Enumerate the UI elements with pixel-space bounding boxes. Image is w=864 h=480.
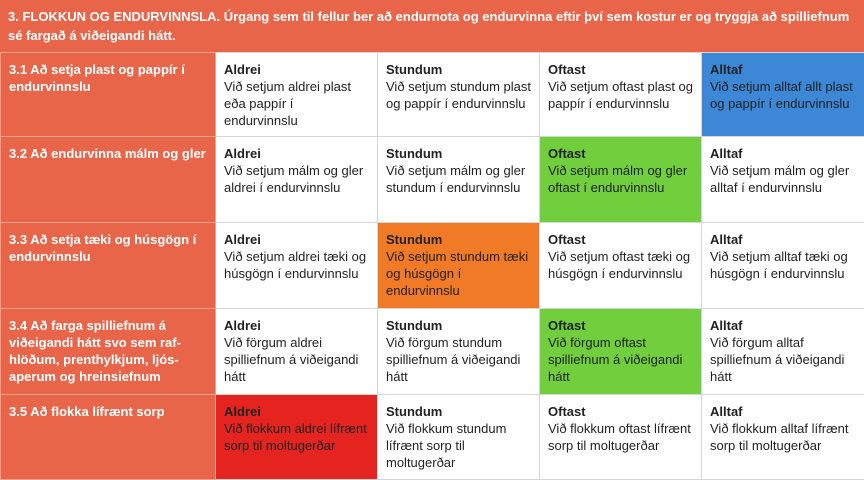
level-description: Við setjum oftast plast og pappír í endurvinnslu [548, 78, 693, 112]
option-stundum[interactable] [378, 395, 540, 480]
level-description: Við setjum málm og gler aldrei í endurvinnslu [224, 162, 369, 196]
level-label: Aldrei [224, 231, 369, 248]
option-alltaf[interactable] [702, 395, 864, 480]
level-label: Alltaf [710, 403, 856, 420]
section-header: 3. FLOKKUN OG ENDURVINNSLA. Úrgang sem til fellur ber að endurnota og endurvinna eftir því sem kostur er og tryggja að spilliefnum sé fargað á viðeigandi hátt. [0, 0, 864, 52]
level-description: Við flokkum aldrei lífrænt sorp til moltugerðar [224, 420, 369, 454]
level-description: Við förgum stundum spilliefnum á viðeigandi hátt [386, 334, 531, 385]
level-description: Við setjum málm og gler oftast í endurvinnslu [548, 162, 693, 196]
level-label: Oftast [548, 317, 693, 334]
level-description: Við setjum stundum tæki og húsgögn í endurvinnslu [386, 248, 531, 299]
rubric-row [1, 137, 864, 223]
option-oftast-selected[interactable] [540, 309, 702, 395]
option-alltaf-selected[interactable] [702, 53, 864, 137]
option-aldrei[interactable] [216, 309, 378, 395]
option-oftast[interactable] [540, 223, 702, 309]
level-description: Við förgum alltaf spilliefnum á viðeigandi hátt [710, 334, 856, 385]
option-alltaf[interactable] [702, 309, 864, 395]
level-label: Stundum [386, 231, 531, 248]
level-description: Við setjum alltaf tæki og húsgögn í endurvinnslu [710, 248, 856, 282]
level-label: Stundum [386, 317, 531, 334]
rubric-row [1, 53, 864, 137]
rubric-row [1, 309, 864, 395]
level-description: Við setjum aldrei plast eða pappír í endurvinnslu [224, 78, 369, 129]
option-aldrei[interactable] [216, 223, 378, 309]
level-description: Við setjum alltaf allt plast og pappír í endurvinnslu [710, 78, 856, 112]
level-description: Við förgum aldrei spilliefnum á viðeigandi hátt [224, 334, 369, 385]
level-description: Við setjum oftast tæki og húsgögn í endurvinnslu [548, 248, 693, 282]
criterion-label: 3.2 Að endurvinna málm og gler [1, 137, 216, 223]
level-label: Oftast [548, 145, 693, 162]
option-stundum[interactable] [378, 309, 540, 395]
level-description: Við flokkum stundum lífrænt sorp til moltugerðar [386, 420, 531, 471]
level-description: Við förgum oftast spilliefnum á viðeigandi hátt [548, 334, 693, 385]
level-description: Við flokkum oftast lífrænt sorp til moltugerðar [548, 420, 693, 454]
option-aldrei[interactable] [216, 137, 378, 223]
level-label: Aldrei [224, 403, 369, 420]
rubric-table [0, 52, 864, 480]
level-label: Oftast [548, 403, 693, 420]
option-aldrei[interactable] [216, 53, 378, 137]
level-label: Stundum [386, 145, 531, 162]
criterion-label: 3.4 Að farga spilliefnum á viðeigandi hátt svo sem raf-hlöðum, prenthylkjum, ljós-aperum og hreinsiefnum [1, 309, 216, 395]
level-description: Við setjum stundum plast og pappír í endurvinnslu [386, 78, 531, 112]
level-label: Alltaf [710, 231, 856, 248]
option-alltaf[interactable] [702, 223, 864, 309]
level-label: Oftast [548, 61, 693, 78]
level-label: Stundum [386, 403, 531, 420]
level-description: Við setjum málm og gler alltaf í endurvinnslu [710, 162, 856, 196]
level-label: Oftast [548, 231, 693, 248]
level-label: Aldrei [224, 317, 369, 334]
level-label: Alltaf [710, 145, 856, 162]
option-oftast-selected[interactable] [540, 137, 702, 223]
option-stundum[interactable] [378, 137, 540, 223]
criterion-label: 3.3 Að setja tæki og húsgögn í endurvinnslu [1, 223, 216, 309]
level-label: Aldrei [224, 61, 369, 78]
option-oftast[interactable] [540, 395, 702, 480]
option-alltaf[interactable] [702, 137, 864, 223]
rubric-row [1, 395, 864, 480]
level-label: Alltaf [710, 317, 856, 334]
level-description: Við flokkum alltaf lífrænt sorp til moltugerðar [710, 420, 856, 454]
level-label: Stundum [386, 61, 531, 78]
rubric-row [1, 223, 864, 309]
option-oftast[interactable] [540, 53, 702, 137]
option-stundum-selected[interactable] [378, 223, 540, 309]
level-description: Við setjum málm og gler stundum í endurvinnslu [386, 162, 531, 196]
level-label: Aldrei [224, 145, 369, 162]
criterion-label: 3.1 Að setja plast og pappír í endurvinnslu [1, 53, 216, 137]
option-stundum[interactable] [378, 53, 540, 137]
option-aldrei-selected[interactable] [216, 395, 378, 480]
criterion-label: 3.5 Að flokka lífrænt sorp [1, 395, 216, 480]
level-description: Við setjum aldrei tæki og húsgögn í endurvinnslu [224, 248, 369, 282]
level-label: Alltaf [710, 61, 856, 78]
